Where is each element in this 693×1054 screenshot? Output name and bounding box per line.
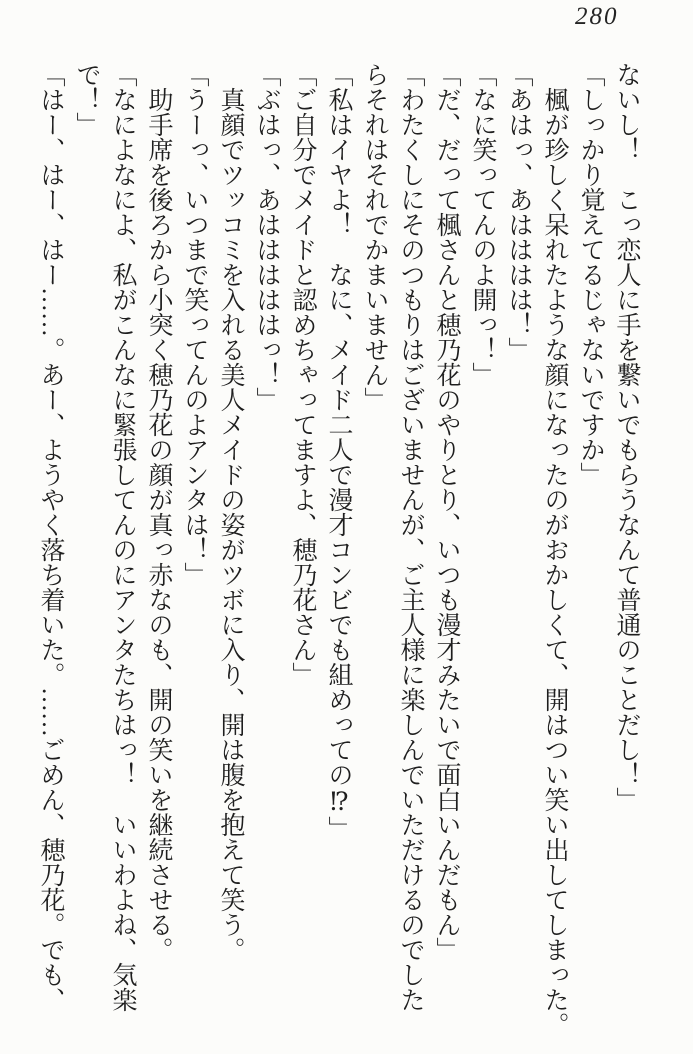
text-line: 「ぶはっ、あはははははっ！」 [253,62,280,412]
text-line: 「あはっ、あはははは！」 [505,62,532,362]
text-line: 「うーっ、いつまで笑ってんのよアンタは！」 [181,62,208,587]
text-line: 「しっかり覚えてるじゃないですか」 [577,62,604,487]
text-line: 「なに笑ってんのよ開っ！」 [469,62,496,387]
text-line: 「だ、だって楓さんと穂乃花のやりとり、いつも漫才みたいで面白いんだもん」 [433,62,460,962]
text-line: 「はー、はー、はー……。あー、ようやく落ち着いた。……ごめん、穂乃花。でも、 [37,62,64,1012]
text-line: 「なによなによ、私がこんなに緊張してんのにアンタたちはっ！ いいわよね、気楽 [109,62,136,1012]
page-number: 280 [575,3,619,30]
text-line: 助手席を後ろから小突く穂乃花の顔が真っ赤なのも、開の笑いを継続させる。 [145,87,172,962]
text-line: 楓が珍しく呆れたような顔になったのがおかしくて、開はつい笑い出してしまった。 [541,87,568,1037]
text-line: らそれはそれでかまいません」 [361,62,388,412]
text-columns [32,62,644,1054]
text-line: 「ご自分でメイドと認めちゃってますよ、穂乃花さん」 [289,62,316,687]
text-line: 「私はイヤよ！ なに、メイド二人で漫才コンビでも組めっての⁉」 [325,62,352,841]
text-line: ないし！ こっ恋人に手を繋いでもらうなんて普通のことだし！」 [613,62,640,812]
text-line: で！」 [73,62,100,137]
text-line: 真顔でツッコミを入れる美人メイドの姿がツボに入り、開は腹を抱えて笑う。 [217,87,244,962]
text-line: 「わたくしにそのつもりはございませんが、ご主人様に楽しんでいただけるのでした [397,62,424,1012]
